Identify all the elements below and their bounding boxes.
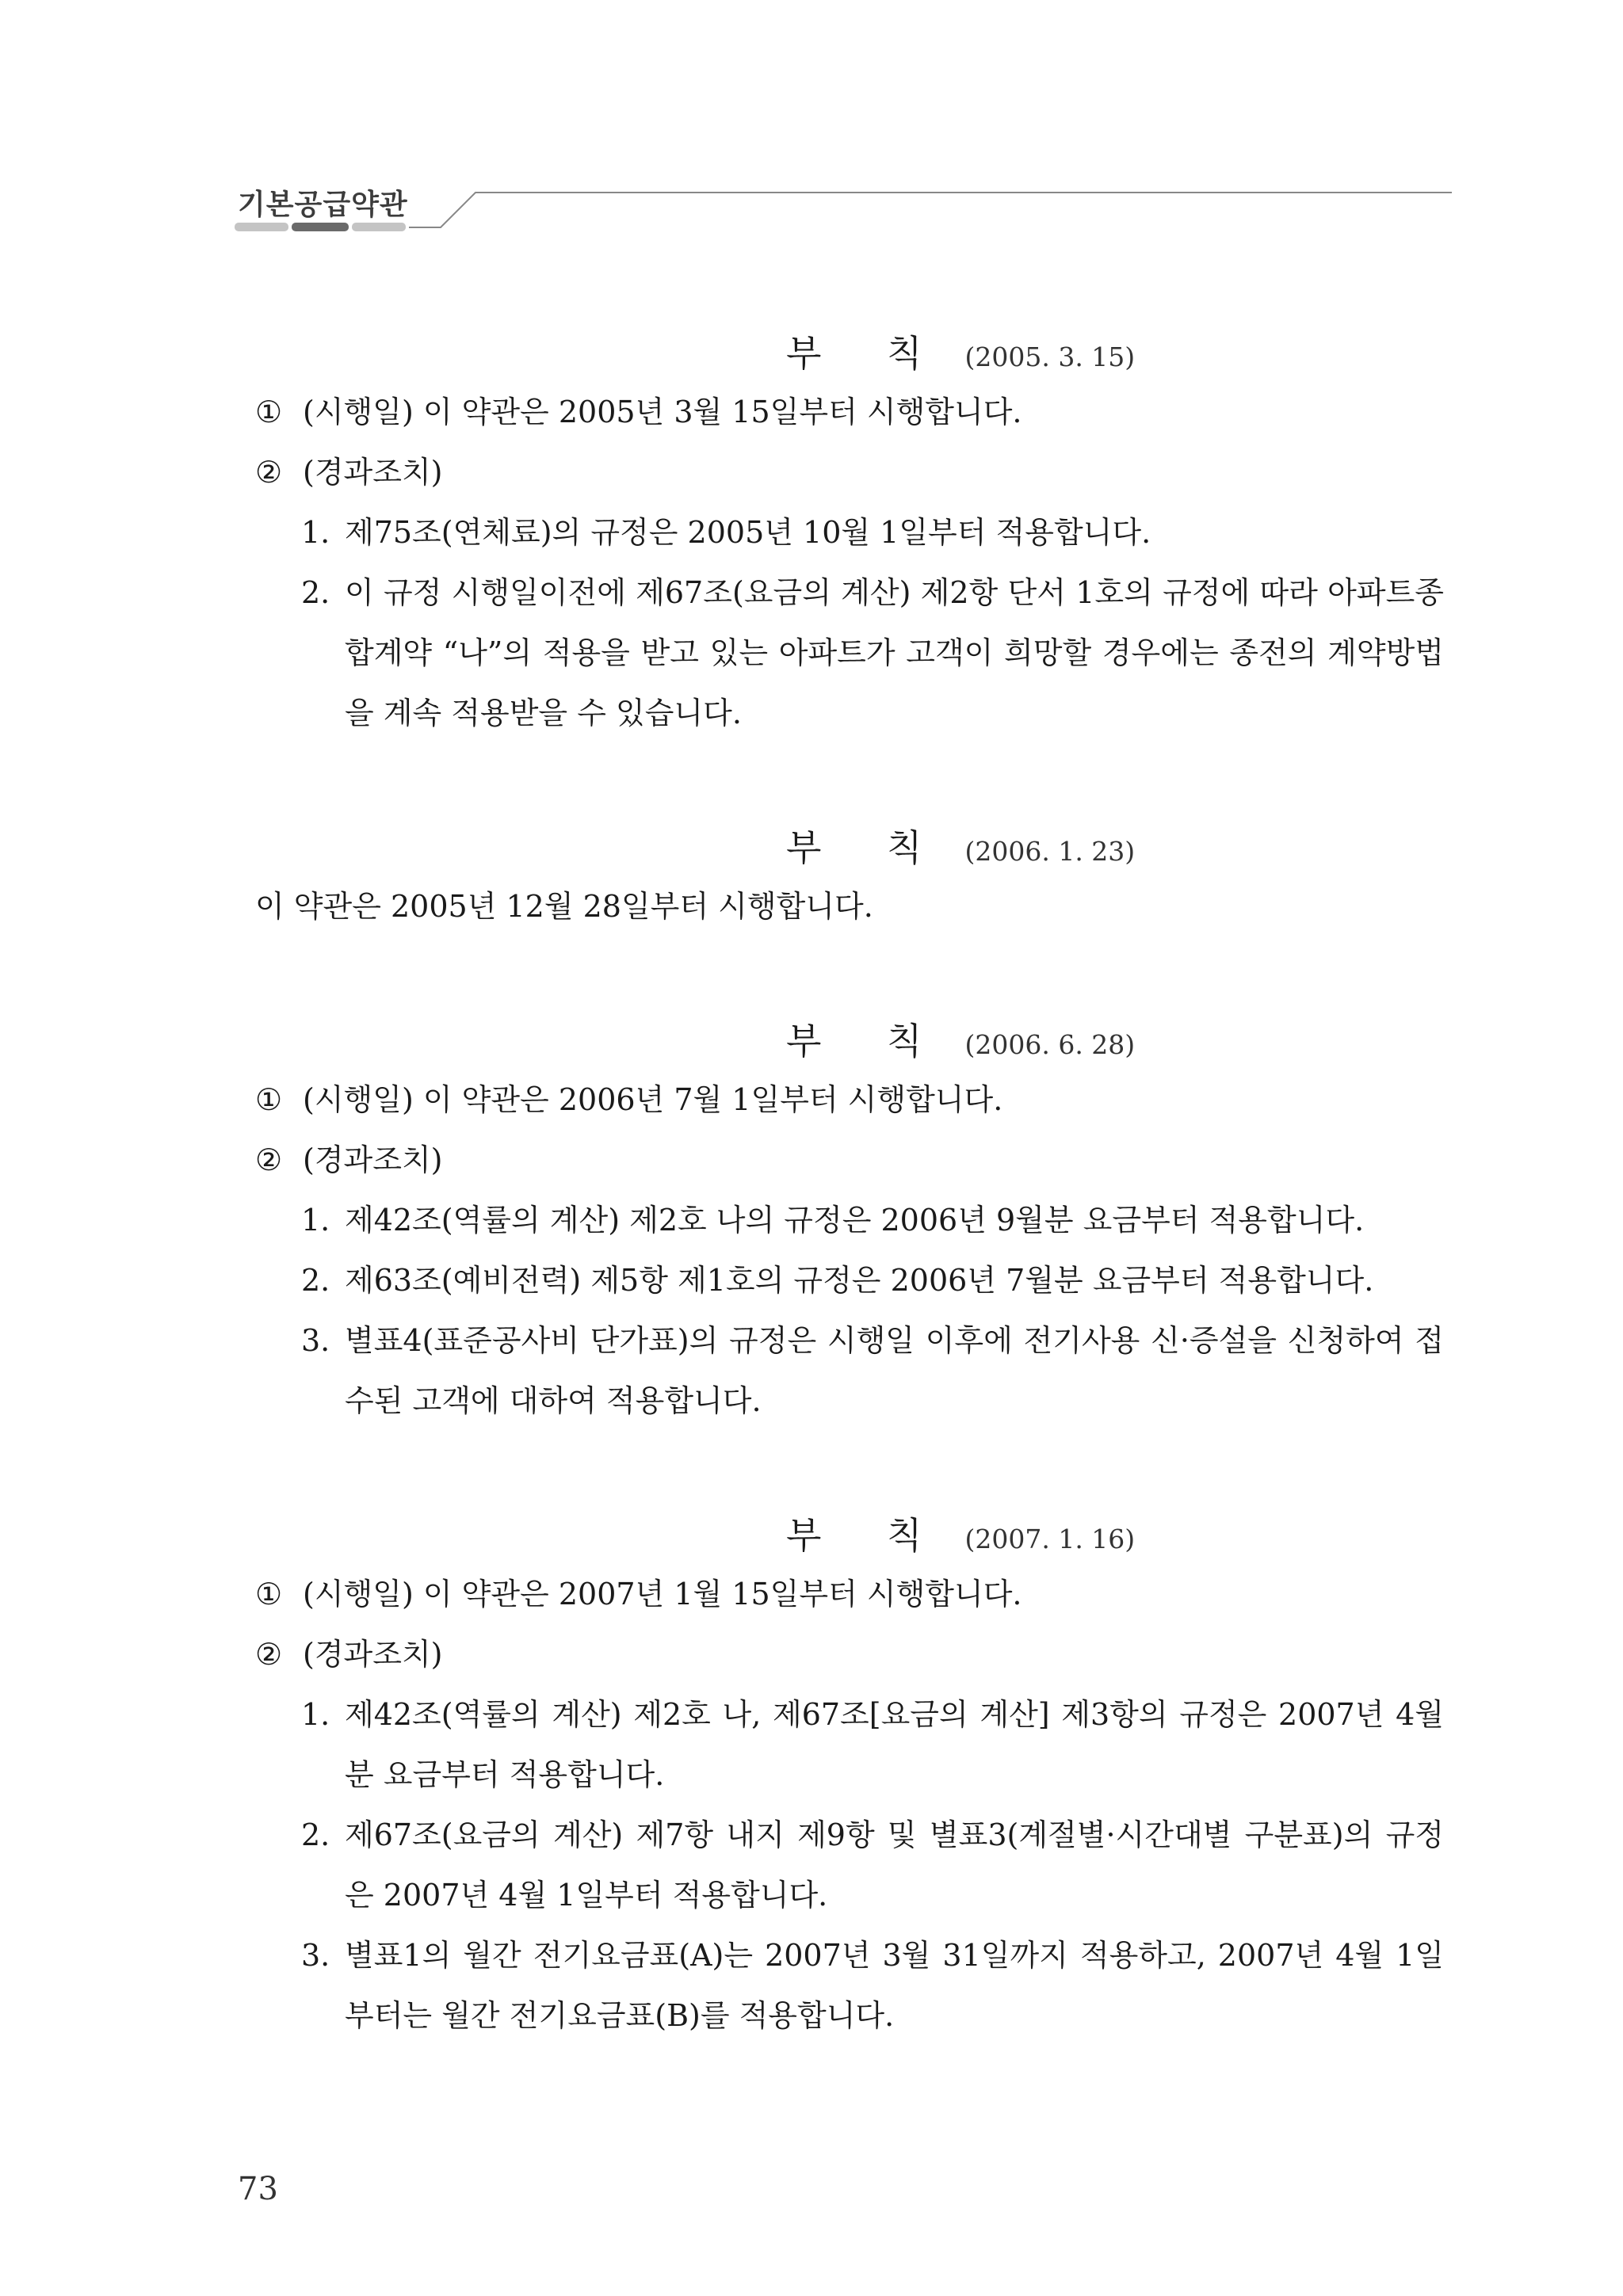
section-title: 부 칙 — [786, 332, 949, 375]
sub-item-text: 별표4(표준공사비 단가표)의 규정은 시행일 이후에 전기사용 신·증설을 신청하여 접수된 고객에 대하여 적용합니다. — [345, 1323, 1444, 1418]
sub-item-text: 이 규정 시행일이전에 제67조(요금의 계산) 제2항 단서 1호의 규정에 따라 아파트종합계약 “나”의 적용을 받고 있는 아파트가 고객이 희망할 경우에는 종전의 계약방법을 계속 적용받을 수 있습니다. — [345, 575, 1444, 730]
sub-item — [301, 1925, 1444, 2046]
sub-item — [301, 1190, 1444, 1250]
section-date: (2005. 3. 15) — [964, 341, 1136, 372]
section-heading — [786, 1013, 1444, 1070]
sub-item-text: 제42조(역률의 계산) 제2호 나, 제67조[요금의 계산] 제3항의 규정은 2007년 4월 분 요금부터 적용합니다. — [345, 1697, 1444, 1792]
addendum-section — [255, 325, 1444, 743]
header-rule — [0, 0, 1623, 254]
sub-item-marker: 2. — [301, 575, 330, 610]
sub-item — [301, 502, 1444, 563]
item-marker: ① — [255, 1082, 283, 1117]
section-heading — [786, 819, 1444, 876]
section-date: (2006. 1. 23) — [964, 836, 1136, 867]
item-text: (경과조치) — [303, 1637, 443, 1672]
item-text: (경과조치) — [303, 455, 443, 490]
item-marker: ② — [255, 1637, 283, 1672]
list-item — [255, 1070, 1444, 1130]
sub-item-marker: 2. — [301, 1817, 330, 1852]
item-marker: ① — [255, 395, 283, 429]
list-item — [255, 442, 1444, 502]
sub-item-marker: 1. — [301, 1697, 330, 1732]
item-text: (시행일) 이 약관은 2005년 3월 15일부터 시행합니다. — [303, 395, 1022, 429]
section-title: 부 칙 — [786, 1020, 949, 1062]
section-heading — [786, 1507, 1444, 1564]
item-text: (시행일) 이 약관은 2007년 1월 15일부터 시행합니다. — [303, 1577, 1022, 1611]
list-item — [255, 1624, 1444, 1684]
addendum-section — [255, 1013, 1444, 1431]
sub-item-marker: 1. — [301, 515, 330, 550]
sub-item — [301, 563, 1444, 743]
sub-item — [301, 1250, 1444, 1310]
item-text: (경과조치) — [303, 1142, 443, 1177]
section-title: 부 칙 — [786, 1514, 949, 1557]
list-item — [255, 382, 1444, 442]
sub-item-marker: 3. — [301, 1323, 330, 1358]
page-number: 73 — [238, 2171, 278, 2207]
sub-item — [301, 1310, 1444, 1431]
sub-item-text: 제63조(예비전력) 제5항 제1호의 규정은 2006년 7월분 요금부터 적용합니다. — [345, 1263, 1374, 1298]
sub-item-marker: 3. — [301, 1938, 330, 1973]
sub-item-text: 제42조(역률의 계산) 제2호 나의 규정은 2006년 9월분 요금부터 적용합니다. — [345, 1203, 1365, 1238]
item-text: (시행일) 이 약관은 2006년 7월 1일부터 시행합니다. — [303, 1082, 1003, 1117]
sub-item — [301, 1684, 1444, 1805]
item-marker: ② — [255, 1142, 283, 1177]
item-marker: ② — [255, 455, 283, 490]
addendum-section — [255, 819, 1444, 936]
sub-item-marker: 1. — [301, 1203, 330, 1238]
header-title: 기본공급약관 — [238, 189, 408, 221]
document-body — [255, 325, 1444, 2122]
list-item — [255, 1564, 1444, 1624]
sub-item-text: 제75조(연체료)의 규정은 2005년 10월 1일부터 적용합니다. — [345, 515, 1151, 550]
section-title: 부 칙 — [786, 826, 949, 869]
sub-item-marker: 2. — [301, 1263, 330, 1298]
list-item — [255, 1130, 1444, 1190]
section-heading — [786, 325, 1444, 382]
sub-item — [301, 1805, 1444, 1925]
section-date: (2007. 1. 16) — [964, 1524, 1136, 1554]
sub-item-text: 제67조(요금의 계산) 제7항 내지 제9항 및 별표3(계절별·시간대별 구분표)의 규정은 2007년 4월 1일부터 적용합니다. — [345, 1817, 1444, 1913]
section-date: (2006. 6. 28) — [964, 1029, 1136, 1060]
sub-item-text: 별표1의 월간 전기요금표(A)는 2007년 3월 31일까지 적용하고, 2007년 4월 1일부터는 월간 전기요금표(B)를 적용합니다. — [345, 1938, 1444, 2033]
item-marker: ① — [255, 1577, 283, 1611]
addendum-section — [255, 1507, 1444, 2046]
section-text: 이 약관은 2005년 12월 28일부터 시행합니다. — [255, 889, 873, 924]
